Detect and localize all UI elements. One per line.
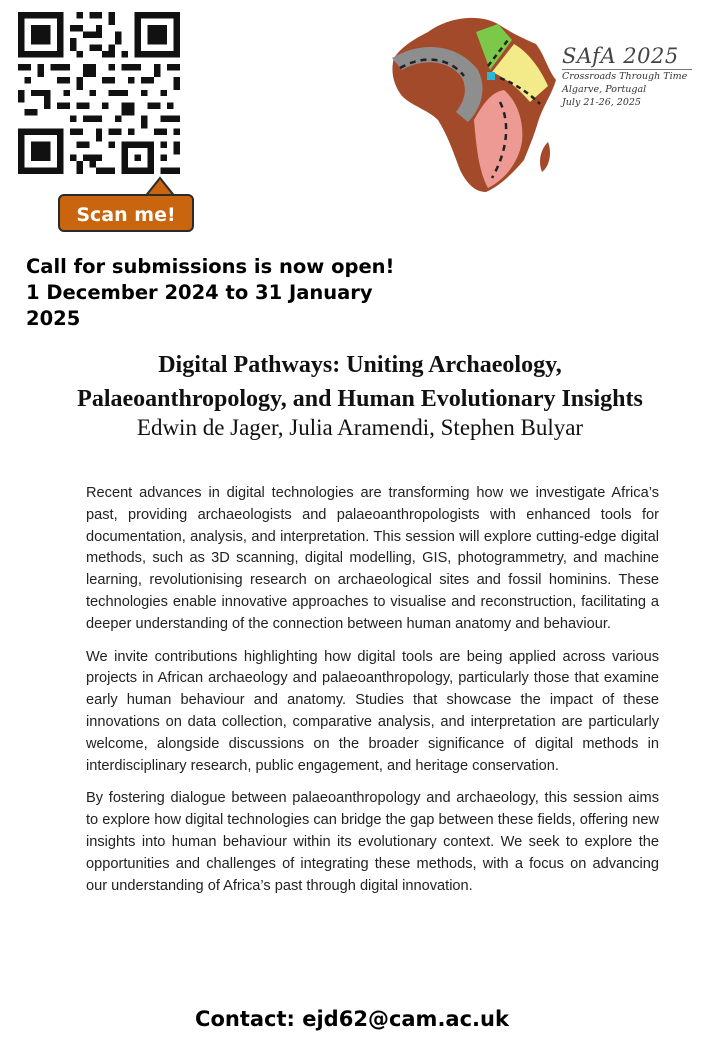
abstract-paragraph-2: We invite contributions highlighting how digital tools are being applied across various projects in African archaeology and palaeoanthropology, particularly those that examine early human behaviour and anatomy. Studies that showcase the impact of these innovations on data collection, comparative analysis, and interpretation are particularly welcome, alongside discussions on the broader significance of digital methods in interdisciplinary research, public engagement, and heritage conservation. — [86, 648, 659, 774]
session-authors: Edwin de Jager, Julia Aramendi, Stephen Bulyar — [136, 415, 584, 440]
cfs-line-1: Call for submissions is now open! — [26, 255, 395, 278]
conference-location: Algarve, Portugal — [562, 84, 647, 95]
abstract-paragraph-1: Recent advances in digital technologies are transforming how we investigate Africa’s past, providing archaeologists and palaeoanthropologists with enhanced tools for documentation, analysis, and interpretation. This session will explore cutting-edge digital methods, such as 3D scanning, digital modelling, GIS, photogrammetry, and machine learning, revolutionising research on archaeological sites and fossil hominins. These technologies enable innovative approaches to visualise and reconstruction, facilitating a deeper understanding of the connection between human anatomy and behaviour. — [86, 485, 659, 632]
scan-callout — [58, 176, 198, 236]
scan-me-button[interactable]: Scan me! — [58, 194, 194, 232]
session-title — [20, 348, 700, 416]
conference-dates: July 21-26, 2025 — [562, 97, 641, 108]
session-title-line-2: Palaeoanthropology, and Human Evolutionary Insights — [77, 386, 643, 412]
call-for-submissions — [26, 254, 426, 332]
qr-code[interactable] — [18, 12, 180, 174]
conference-logo-text — [562, 44, 692, 109]
cfs-line-3: 2025 — [26, 307, 81, 330]
session-title-line-1: Digital Pathways: Uniting Archaeology, — [158, 352, 562, 378]
conference-title: SAfA 2025 — [562, 44, 692, 70]
contact-email[interactable]: Contact: ejd62@cam.ac.uk — [195, 1007, 509, 1031]
cfs-line-2: 1 December 2024 to 31 January — [26, 281, 373, 304]
conference-tagline: Crossroads Through Time — [562, 71, 688, 82]
abstract — [86, 483, 659, 908]
africa-map-logo — [388, 10, 558, 194]
abstract-paragraph-3: By fostering dialogue between palaeoanthropology and archaeology, this session aims to explore how digital technologies can bridge the gap between these fields, offering new insights into human behaviour within its evolutionary context. We seek to explore the opportunities and challenges of integrating these methods, with a focus on advancing our understanding of Africa’s past through digital innovation. — [86, 790, 659, 894]
